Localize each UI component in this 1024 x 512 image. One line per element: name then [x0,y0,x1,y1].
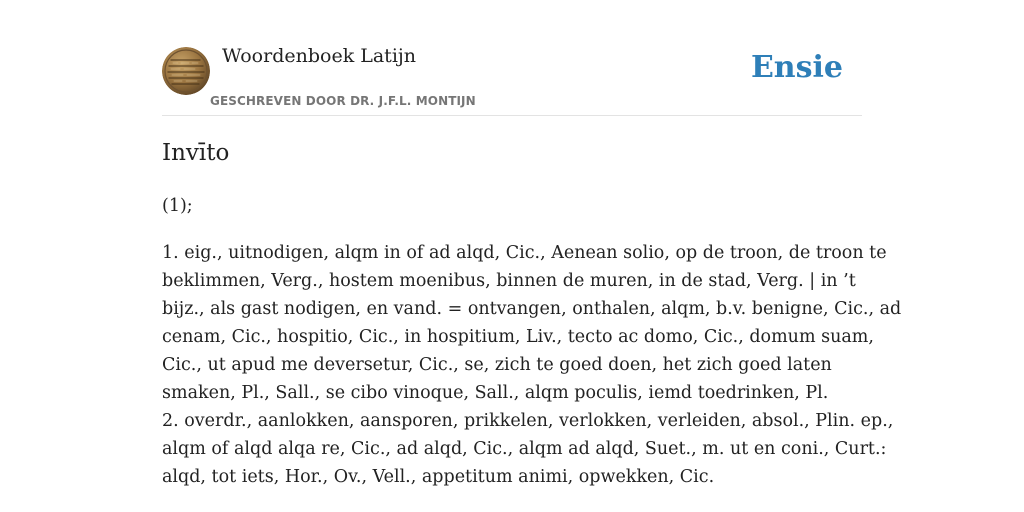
definition-line: beklimmen, Verg., hostem moenibus, binnen de muren, in de stad, Verg. | in ’t [162,271,856,291]
entry-body [162,192,902,510]
definition-line: bijz., als gast nodigen, en vand. = ontvangen, onthalen, alqm, b.v. benigne, Cic., ad [162,299,902,319]
definition-line: cenam, Cic., hospitio, Cic., in hospitium, Liv., tecto ac domo, Cic., domum suam, [162,327,874,347]
definition-line: 1. eig., uitnodigen, alqm in of ad alqd, Cic., Aenean solio, op de troon, de troon te [162,243,887,263]
definition-line: alqd, tot iets, Hor., Ov., Vell., appetitum animi, opwekken, Cic. [162,467,715,487]
definition-line: alqm of alqd alqa re, Cic., ad alqd, Cic., alqm ad alqd, Suet., m. ut en coni., Curt.: [162,439,887,459]
entry-definition [162,239,902,491]
page [162,0,902,487]
book-cover-avatar[interactable] [162,47,210,95]
entry-title: Invīto [162,140,230,166]
header [162,0,862,116]
ensie-logo-link[interactable]: Ensie [750,50,843,85]
dictionary-title[interactable]: Woordenboek Latijn [222,45,417,67]
definition-line: Cic., ut apud me deversetur, Cic., se, zich te goed doen, het zich goed laten [162,355,832,375]
author-byline: GESCHREVEN DOOR DR. J.F.L. MONTIJN [210,94,476,108]
entry-intro: (1); [162,196,193,216]
definition-line: smaken, Pl., Sall., se cibo vinoque, Sall., alqm poculis, iemd toedrinken, Pl. [162,383,829,403]
definition-line: 2. overdr., aanlokken, aansporen, prikkelen, verlokken, verleiden, absol., Plin. ep., [162,411,894,431]
coin-image-icon [162,47,210,95]
